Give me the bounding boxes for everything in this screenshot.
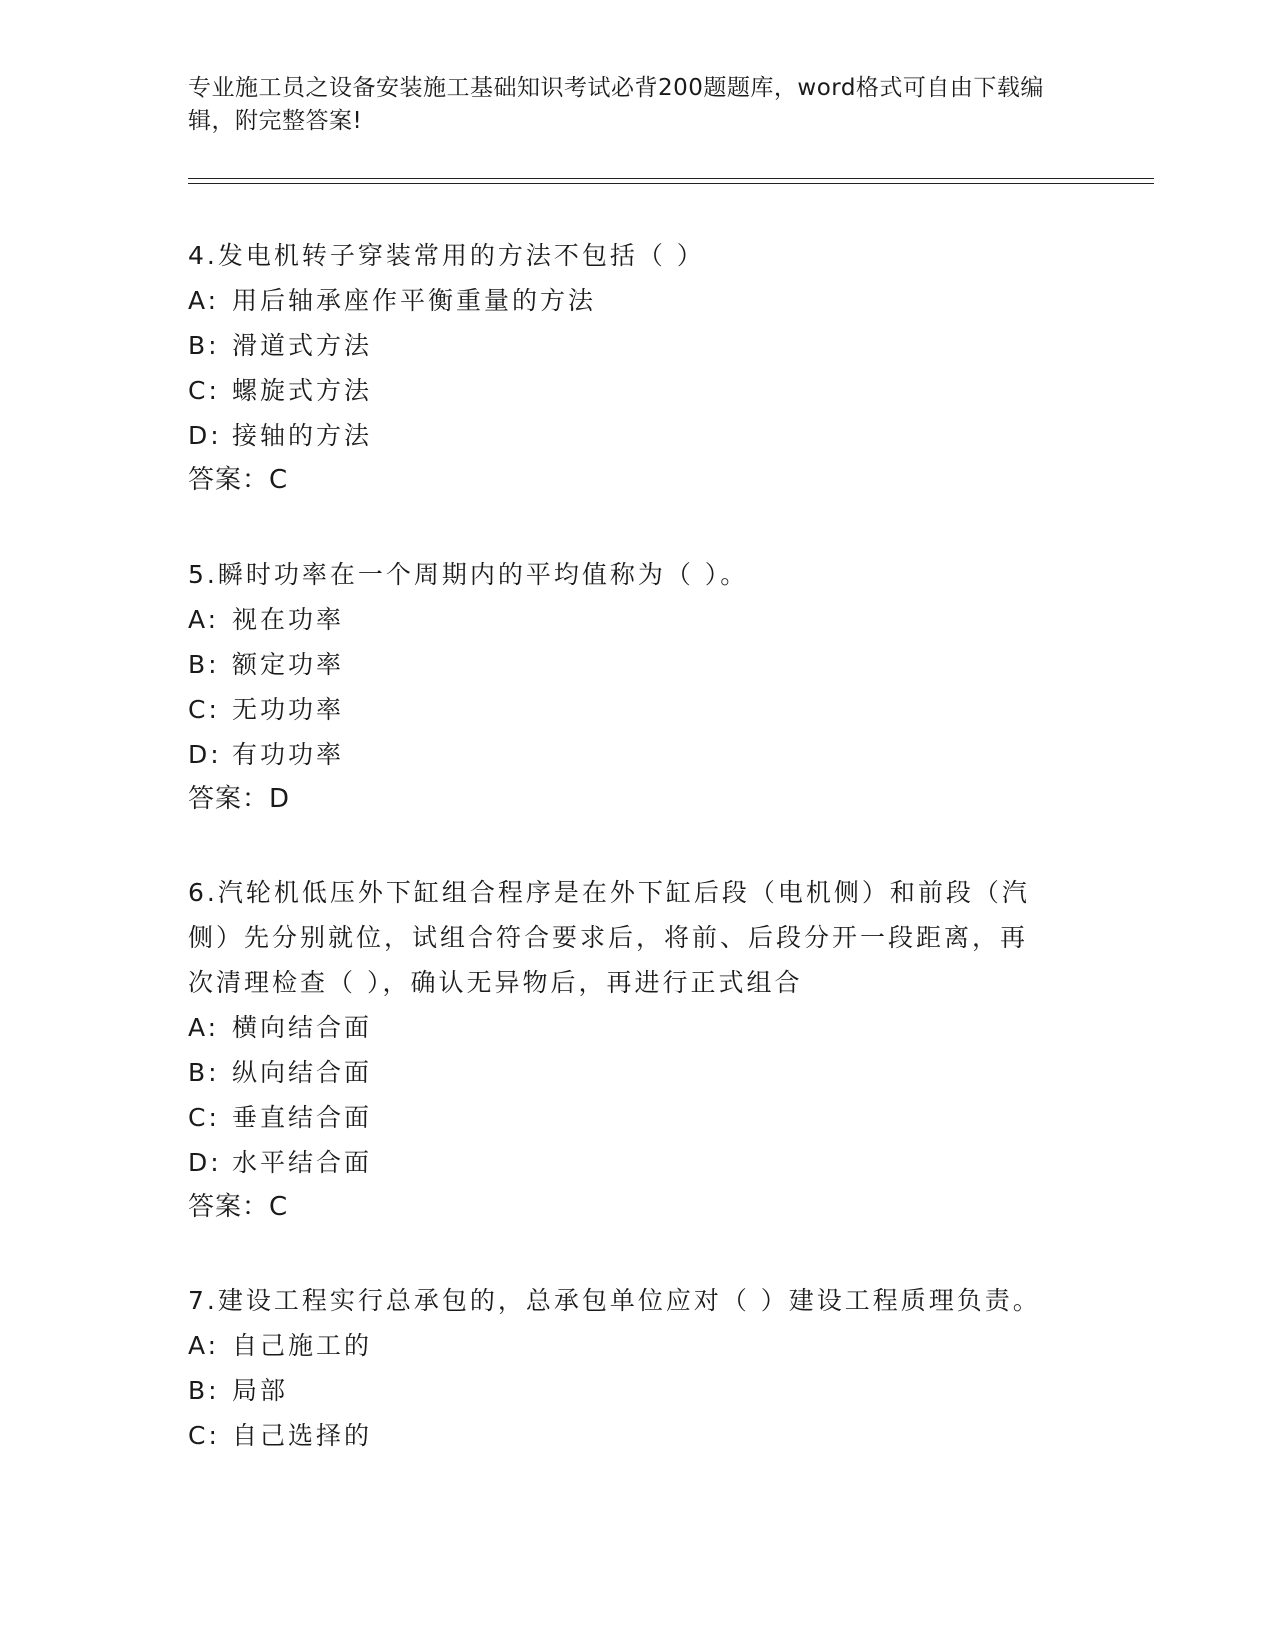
option-a <box>188 1323 1048 1368</box>
answer-line: 答案：C <box>188 465 289 495</box>
document-header-title: 专业施工员之设备安装施工基础知识考试必背200题题库，word格式可自由下载编辑，附完整答案! <box>188 75 1044 134</box>
option-b <box>188 323 1048 368</box>
option-a <box>188 597 1048 642</box>
option-c <box>188 1095 1048 1140</box>
answer-line: 答案：C <box>188 1192 289 1222</box>
option-text: 额定功率 <box>232 650 345 679</box>
option-text: 无功功率 <box>232 695 345 724</box>
question-stem: 7.建设工程实行总承包的，总承包单位应对（ ）建设工程质理负责。 <box>188 1286 1041 1315</box>
option-text: 视在功率 <box>232 605 345 634</box>
question-4 <box>188 233 1048 503</box>
option-letter: A: <box>188 1013 220 1042</box>
option-text: 水平结合面 <box>232 1148 373 1177</box>
option-a <box>188 1005 1048 1050</box>
question-7 <box>188 1278 1048 1458</box>
option-letter: D: <box>188 1148 222 1177</box>
option-letter: C: <box>188 376 220 405</box>
option-letter: A: <box>188 1331 220 1360</box>
option-letter: D: <box>188 740 222 769</box>
question-stem: 6.汽轮机低压外下缸组合程序是在外下缸后段（电机侧）和前段（汽侧）先分别就位，试组合符合要求后，将前、后段分开一段距离，再次清理检查（ ），确认无异物后，再进行正式组合 <box>188 878 1030 997</box>
question-6 <box>188 870 1048 1230</box>
option-a <box>188 278 1048 323</box>
option-d <box>188 732 1048 777</box>
option-letter: C: <box>188 695 220 724</box>
question-stem: 5.瞬时功率在一个周期内的平均值称为（ ）。 <box>188 560 749 589</box>
option-text: 垂直结合面 <box>232 1103 373 1132</box>
option-letter: B: <box>188 1376 220 1405</box>
option-text: 自己选择的 <box>232 1421 373 1450</box>
option-letter: B: <box>188 331 220 360</box>
option-text: 用后轴承座作平衡重量的方法 <box>232 286 597 315</box>
header-divider-top <box>188 178 1154 179</box>
option-letter: B: <box>188 1058 220 1087</box>
option-text: 横向结合面 <box>232 1013 373 1042</box>
option-c <box>188 1413 1048 1458</box>
option-letter: B: <box>188 650 220 679</box>
option-letter: C: <box>188 1103 220 1132</box>
option-text: 滑道式方法 <box>232 331 373 360</box>
option-c <box>188 368 1048 413</box>
option-d <box>188 1140 1048 1185</box>
option-text: 自己施工的 <box>232 1331 373 1360</box>
option-letter: C: <box>188 1421 220 1450</box>
header-divider-bottom <box>188 183 1154 184</box>
option-b <box>188 1368 1048 1413</box>
option-letter: D: <box>188 421 222 450</box>
option-text: 有功功率 <box>232 740 345 769</box>
option-d <box>188 413 1048 458</box>
question-stem: 4.发电机转子穿装常用的方法不包括（ ） <box>188 241 705 270</box>
option-text: 接轴的方法 <box>232 421 373 450</box>
answer-line: 答案：D <box>188 784 291 814</box>
option-letter: A: <box>188 605 220 634</box>
option-b <box>188 1050 1048 1095</box>
option-b <box>188 642 1048 687</box>
option-c <box>188 687 1048 732</box>
option-text: 螺旋式方法 <box>232 376 373 405</box>
option-letter: A: <box>188 286 220 315</box>
option-text: 局部 <box>232 1376 289 1405</box>
option-text: 纵向结合面 <box>232 1058 373 1087</box>
question-5 <box>188 552 1048 822</box>
